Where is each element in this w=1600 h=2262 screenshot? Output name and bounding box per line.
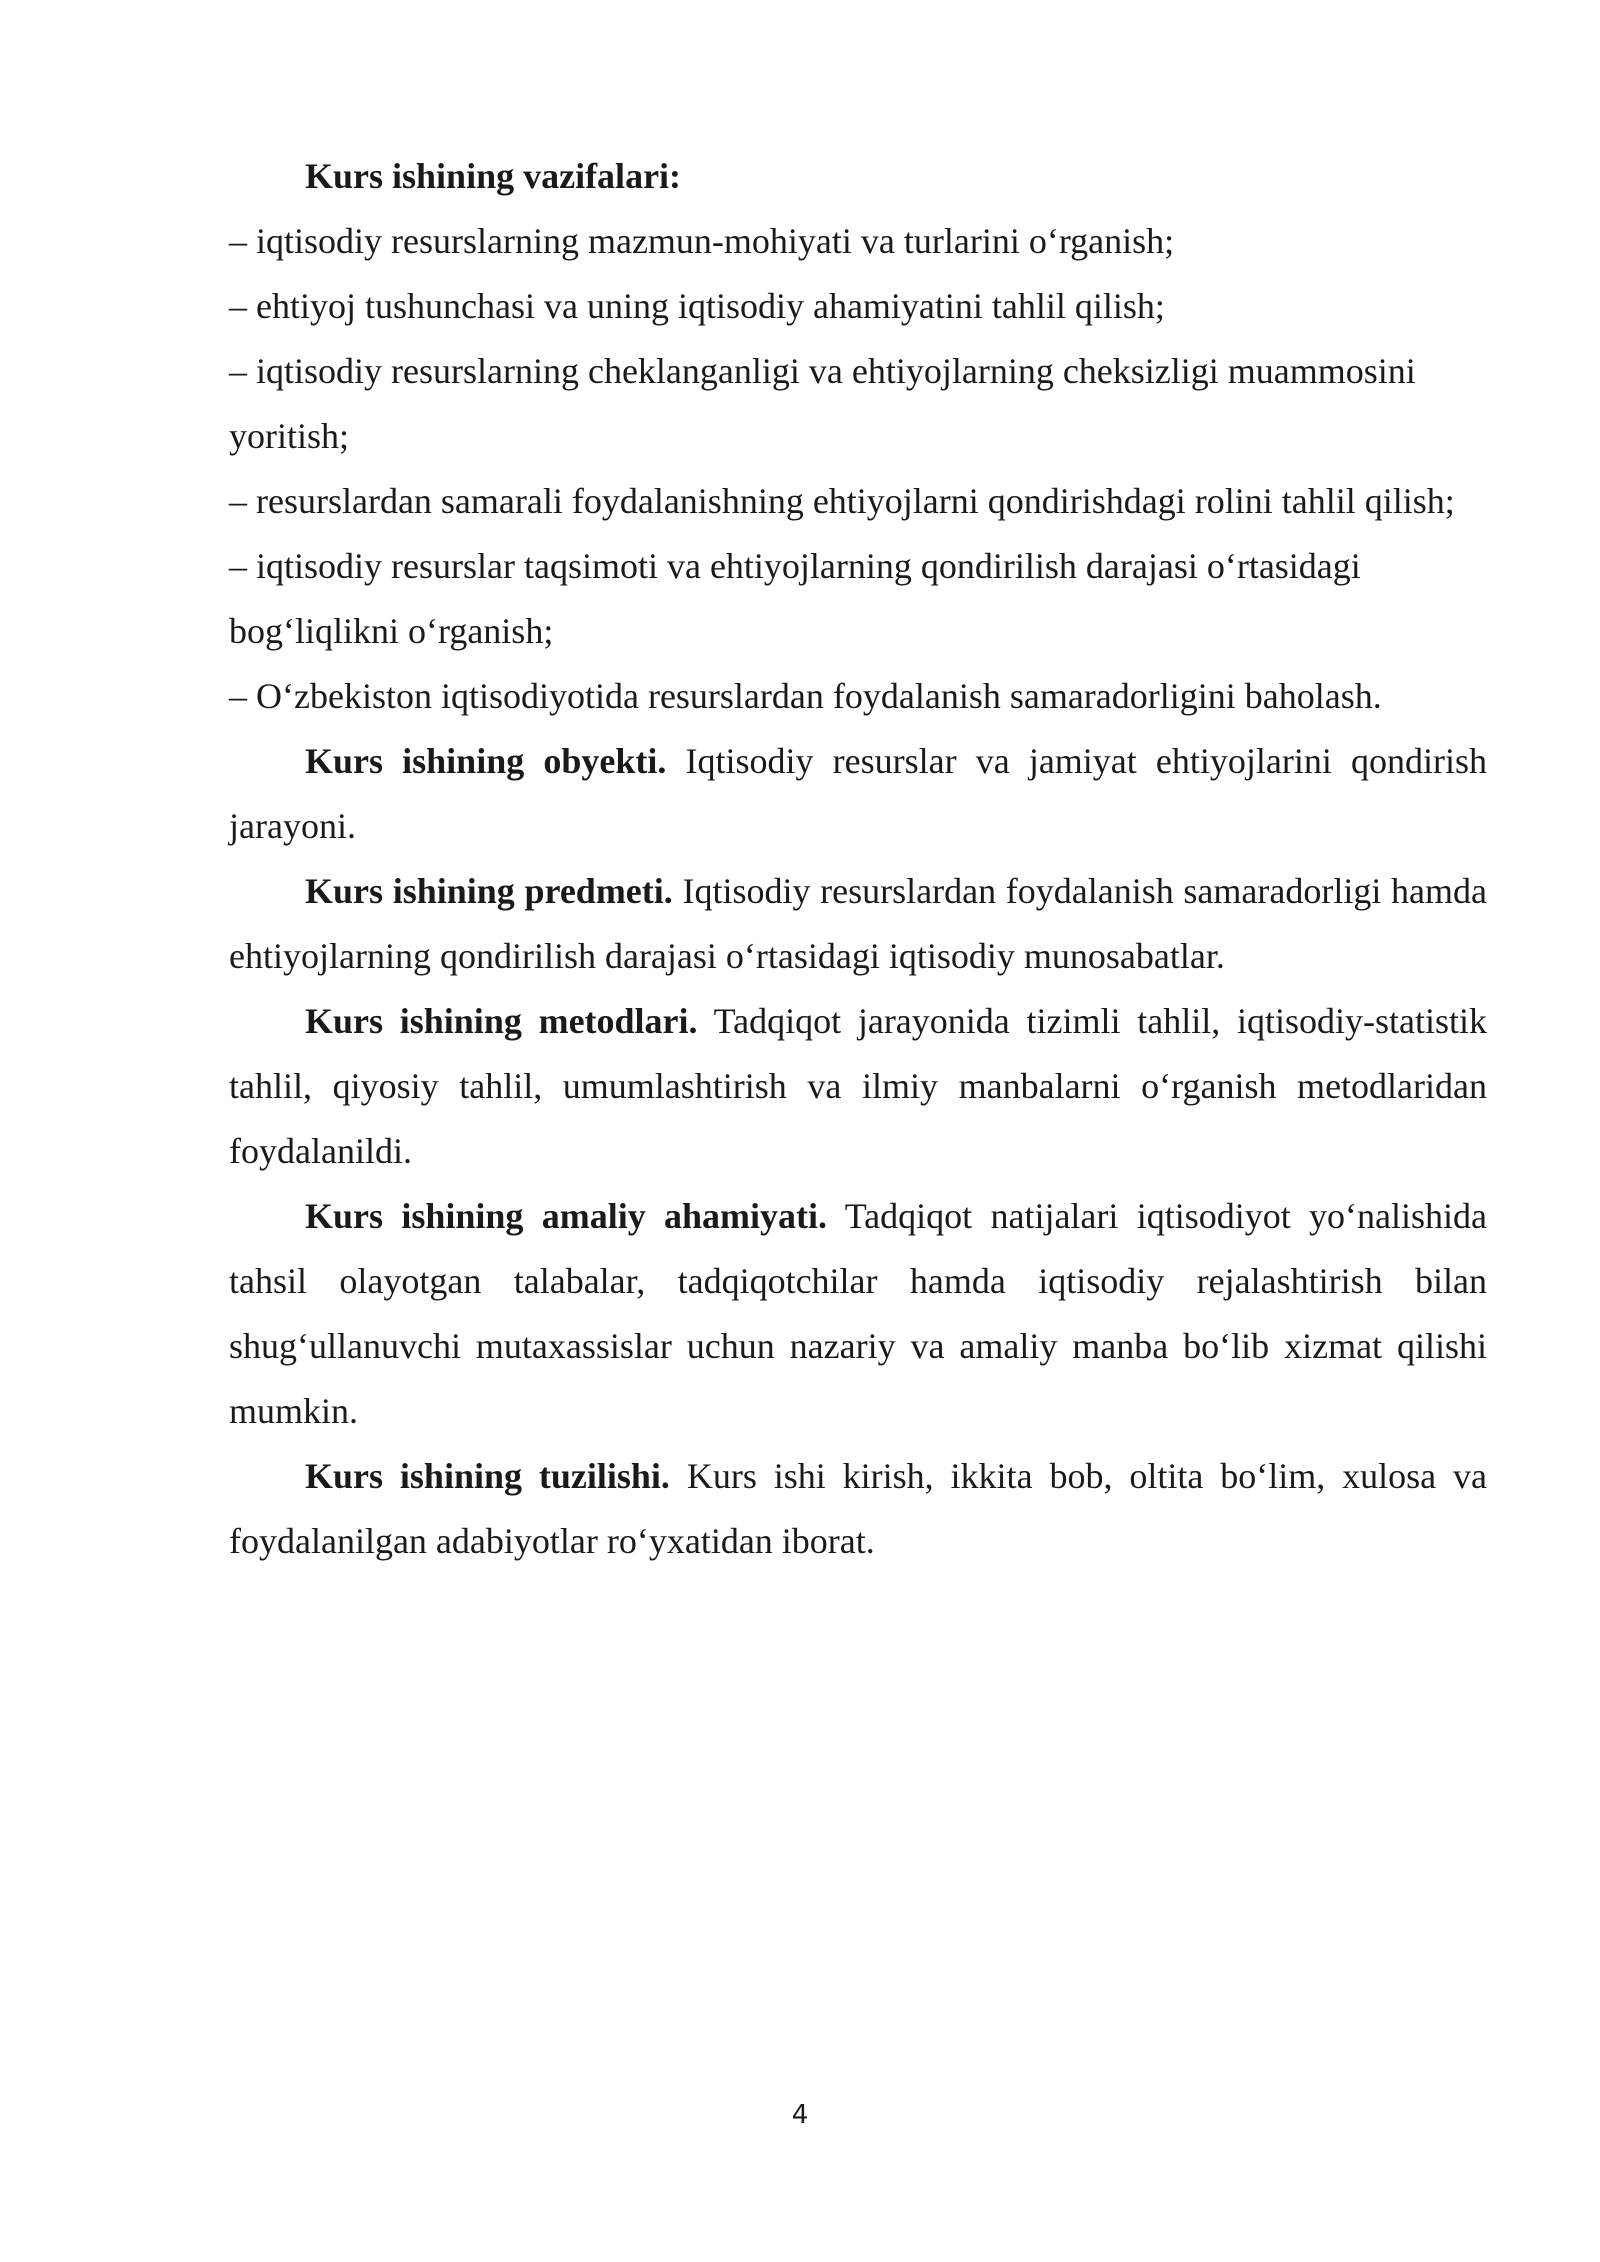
methods-text: Tadqiqot jarayonida tizimli tahlil, iqtisodiy-statistik tahlil, qiyosiy tahlil, umumlashtirish va ilmiy manbalarni o‘rganish metodlaridan foydalanildi. [229,1001,1487,1171]
task-item: – O‘zbekiston iqtisodiyotida resurslardan foydalanish samaradorligini baholash. [229,676,1382,716]
object-text: Iqtisodiy resurslar va jamiyat ehtiyojlarini qondirish jarayoni. [229,741,1487,846]
tasks-heading: Kurs ishining vazifalari: [305,156,682,196]
task-item: – iqtisodiy resurslar taqsimoti va ehtiyojlarning qondirilish darajasi o‘rtasidagi bog‘liqlikni o‘rganish; [229,546,1361,651]
object-paragraph [229,729,1487,859]
structure-text: Kurs ishi kirish, ikkita bob, oltita bo‘lim, xulosa va foydalanilgan adabiyotlar ro‘yxatidan iborat. [229,1456,1488,1561]
page-body [229,144,1487,1574]
task-item: – ehtiyoj tushunchasi va uning iqtisodiy ahamiyatini tahlil qilish; [229,286,1165,326]
practical-paragraph [229,1184,1487,1444]
structure-paragraph [229,1444,1487,1574]
subject-paragraph [229,859,1487,989]
structure-label: Kurs ishining tuzilishi. [305,1456,670,1496]
practical-label: Kurs ishining amaliy ahamiyati. [305,1196,828,1236]
subject-text: Iqtisodiy resurslardan foydalanish samaradorligi hamda ehtiyojlarning qondirilish darajasi o‘rtasidagi iqtisodiy munosabatlar. [229,871,1487,976]
methods-label: Kurs ishining metodlari. [305,1001,698,1041]
subject-label: Kurs ishining predmeti. [305,871,673,911]
object-label: Kurs ishining obyekti. [305,741,667,781]
task-item: – iqtisodiy resurslarning cheklanganligi va ehtiyojlarning cheksizligi muammosini yoritish; [229,351,1416,456]
task-item: – iqtisodiy resurslarning mazmun-mohiyati va turlarini o‘rganish; [229,221,1175,261]
task-item: – resurslardan samarali foydalanishning ehtiyojlarni qondirishdagi rolini tahlil qilish; [229,481,1455,521]
practical-text: Tadqiqot natijalari iqtisodiyot yo‘nalishida tahsil olayotgan talabalar, tadqiqotchilar hamda iqtisodiy rejalashtirish bilan shug‘ullanuvchi mutaxassislar uchun nazariy va amaliy manba bo‘lib xizmat qilishi mumkin. [229,1196,1487,1431]
page-number: 4 [791,2100,809,2130]
methods-paragraph [229,989,1487,1184]
